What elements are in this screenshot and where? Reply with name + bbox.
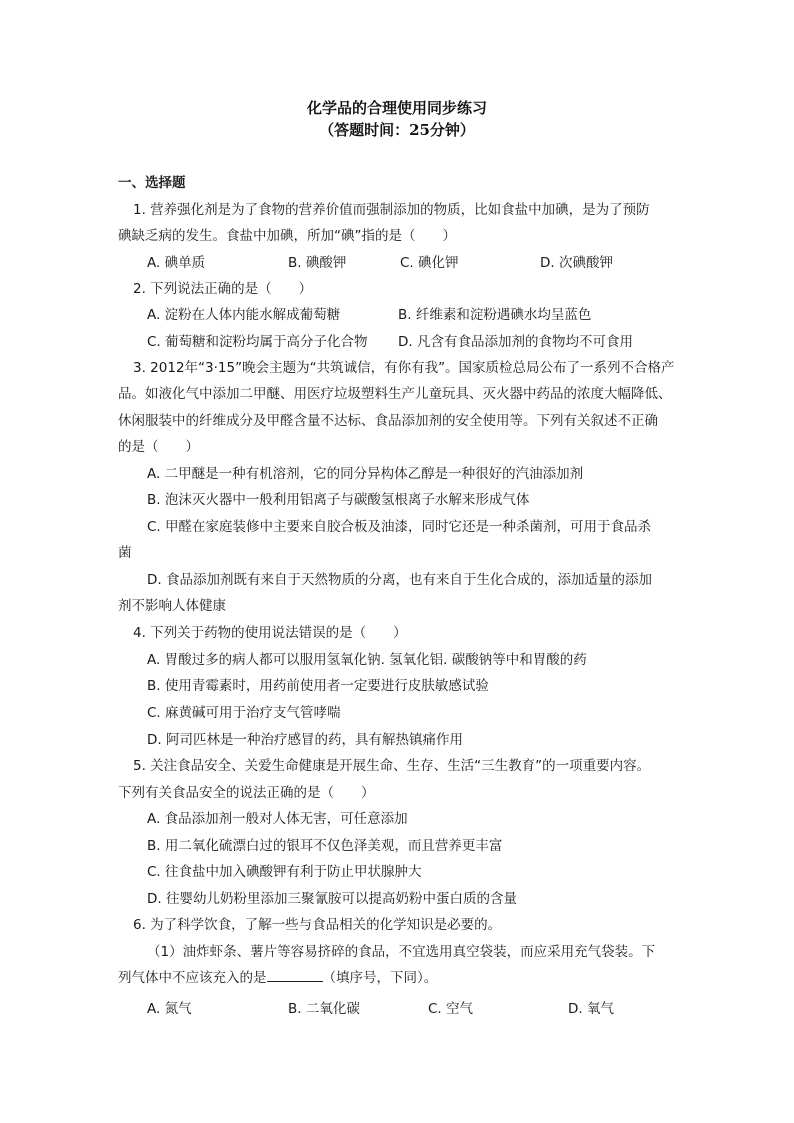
question-5-option-b: B. 用二氧化硫漂白过的银耳不仅色泽美观，而且营养更丰富 [147,838,503,854]
question-3-option-d: D. 食品添加剂既有来自于天然物质的分离，也有来自于生化合成的，添加适量的添加 [147,572,652,588]
question-3-option-b: B. 泡沫灭火器中一般利用铝离子与碳酸氢根离子水解来形成气体 [147,492,530,508]
question-3-option-c: C. 甲醛在家庭装修中主要来自胶合板及油漆，同时它还是一种杀菌剂，可用于食品杀 [147,519,652,535]
question-3-option-d-cont: 剂不影响人体健康 [118,598,226,614]
question-2-option-b: B. 纤维素和淀粉遇碘水均呈蓝色 [398,307,592,323]
question-6-sub1-text: （1）油炸虾条、薯片等容易挤碎的食品，不宜选用真空袋装，而应采用充气袋装。下 [147,944,656,960]
question-6-option-b: B. 二氧化碳 [288,1001,360,1017]
question-6-option-c: C. 空气 [428,1001,474,1017]
question-3-text: 3. 2012年“3·15”晚会主题为“共筑诚信，有你有我”。国家质检总局公布了一系列不合格产 [133,360,675,376]
question-1-text: 1. 营养强化剂是为了食物的营养价值而强制添加的物质，比如食盐中加碘，是为了预防 [133,202,650,218]
question-3-text-cont: 的是（ ） [118,439,199,455]
question-6-option-a: A. 氮气 [147,1001,192,1017]
page-title: 化学品的合理使用同步练习 [306,99,487,117]
question-5-text: 5. 关注食品安全、关爱生命健康是开展生命、生存、生活“三生教育”的一项重要内容。 [133,758,651,774]
question-6-sub1-text-cont [118,968,437,988]
question-6-sub1-suffix: （填序号，下同）。 [322,970,438,986]
question-2-option-c: C. 葡萄糖和淀粉均属于高分子化合物 [147,334,368,350]
question-3-option-c-cont: 菌 [118,545,132,561]
question-2-option-a: A. 淀粉在人体内能水解成葡萄糖 [147,307,341,323]
question-6-option-d: D. 氧气 [568,1001,614,1017]
question-1-option-a: A. 碘单质 [147,255,206,271]
question-6-text: 6. 为了科学饮食，了解一些与食品相关的化学知识是必要的。 [133,917,502,933]
question-3-text-cont: 休闲服装中的纤维成分及甲醛含量不达标、食品添加剂的安全使用等。下列有关叙述不正确 [118,413,658,429]
question-3-text-cont: 品。如液化气中添加二甲醚、用医疗垃圾塑料生产儿童玩具、灭火器中药品的浓度大幅降低、 [118,386,672,402]
question-4-option-b: B. 使用青霉素时，用药前使用者一定要进行皮肤敏感试验 [147,678,489,694]
question-4-option-c: C. 麻黄碱可用于治疗支气管哮喘 [147,705,341,721]
question-5-option-c: C. 往食盐中加入碘酸钾有利于防止甲状腺肿大 [147,864,422,880]
question-1-option-b: B. 碘酸钾 [288,255,347,271]
section-heading: 一、选择题 [118,175,186,191]
page-subtitle: （答题时间：25分钟） [319,121,475,139]
question-1-option-c: C. 碘化钾 [400,255,459,271]
question-1-option-d: D. 次碘酸钾 [540,255,613,271]
question-5-option-a: A. 食品添加剂一般对人体无害，可任意添加 [147,811,408,827]
question-1-text-cont: 碘缺乏病的发生。食盐中加碘，所加“碘”指的是（ ） [118,228,456,244]
question-5-text-cont: 下列有关食品安全的说法正确的是（ ） [118,785,375,801]
question-4-option-d: D. 阿司匹林是一种治疗感冒的药，具有解热镇痛作用 [147,732,463,748]
question-5-option-d: D. 往婴幼儿奶粉里添加三聚氰胺可以提高奶粉中蛋白质的含量 [147,891,517,907]
question-4-text: 4. 下列关于药物的使用说法错误的是（ ） [133,625,407,641]
question-6-sub1-prefix: 列气体中不应该充入的是 [118,970,267,986]
question-2-text: 2. 下列说法正确的是（ ） [133,281,313,297]
question-2-option-d: D. 凡含有食品添加剂的食物均不可食用 [398,334,633,350]
question-3-option-a: A. 二甲醚是一种有机溶剂，它的同分异构体乙醇是一种很好的汽油添加剂 [147,466,584,482]
question-4-option-a: A. 胃酸过多的病人都可以服用氢氧化钠. 氢氧化铝. 碳酸钠等中和胃酸的药 [147,652,587,668]
answer-blank [267,968,323,982]
